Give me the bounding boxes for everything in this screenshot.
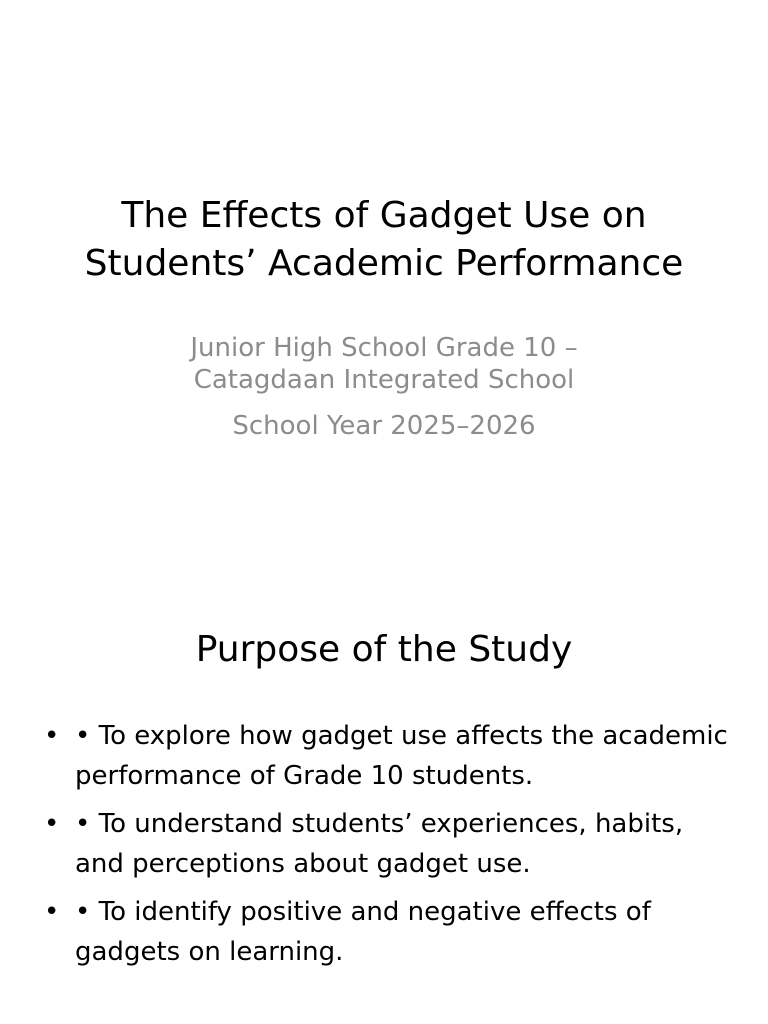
- bullet-text: • To understand students’ experiences, habits, and perceptions about gadget use.: [75, 809, 684, 879]
- bullet-item: [40, 804, 738, 884]
- subtitle-school-year: School Year 2025–2026: [232, 411, 536, 441]
- purpose-bullet-list: [40, 716, 738, 980]
- bullet-text: • To explore how gadget use affects the academic performance of Grade 10 students.: [75, 721, 728, 791]
- slide-title-line-2: Students’ Academic Performance: [84, 243, 684, 284]
- slide-title: [40, 192, 728, 288]
- subtitle-line-2: Catagdaan Integrated School: [193, 365, 575, 395]
- slide-subtitle: [60, 332, 708, 442]
- bullet-marker: •: [44, 721, 60, 751]
- section-heading: Purpose of the Study: [195, 629, 573, 670]
- bullet-marker: •: [44, 897, 60, 927]
- bullet-item: [40, 716, 738, 796]
- purpose-slide: [0, 576, 768, 1024]
- bullet-marker: •: [44, 809, 60, 839]
- bullet-item: [40, 892, 738, 972]
- slide-title-line-1: The Effects of Gadget Use on: [121, 195, 647, 236]
- bullet-text: • To identify positive and negative effects of gadgets on learning.: [75, 897, 651, 967]
- subtitle-line-1: Junior High School Grade 10 –: [190, 333, 578, 363]
